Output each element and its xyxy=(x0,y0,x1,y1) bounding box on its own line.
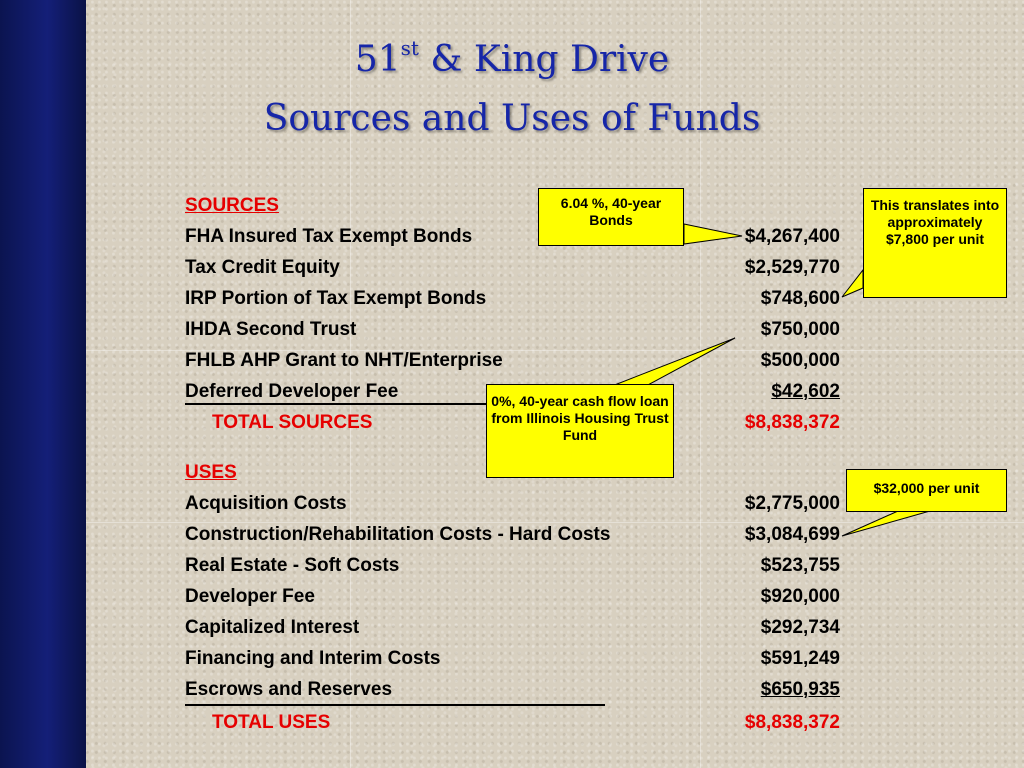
uses-row xyxy=(185,612,840,643)
uses-row xyxy=(185,550,840,581)
callout-ihtf-loan: 0%, 40-year cash flow loan from Illinois Housing Trust Fund xyxy=(486,384,674,478)
uses-row xyxy=(185,488,840,519)
use-value: $920,000 xyxy=(760,586,840,607)
use-label: Acquisition Costs xyxy=(185,493,347,514)
source-label: Tax Credit Equity xyxy=(185,257,340,278)
use-value: $591,249 xyxy=(760,648,840,669)
slide-title-line1: 51st & King Drive xyxy=(354,36,670,80)
slide-title-line2: Sources and Uses of Funds xyxy=(263,98,761,139)
uses-total-row xyxy=(185,707,840,738)
use-value: $3,084,699 xyxy=(744,524,840,545)
uses-total-value: $8,838,372 xyxy=(744,712,840,733)
source-value: $500,000 xyxy=(760,350,840,371)
source-label: FHLB AHP Grant to NHT/Enterprise xyxy=(185,350,503,371)
sources-heading: SOURCES xyxy=(185,195,279,216)
use-label: Developer Fee xyxy=(185,586,315,607)
use-value: $2,775,000 xyxy=(744,493,840,514)
use-label: Real Estate - Soft Costs xyxy=(185,555,400,576)
sources-row xyxy=(185,252,840,283)
uses-row xyxy=(185,674,840,705)
left-accent-bar xyxy=(0,0,86,768)
sources-row xyxy=(185,345,840,376)
source-value: $748,600 xyxy=(760,288,840,309)
sources-row xyxy=(185,314,840,345)
sources-total-label: TOTAL SOURCES xyxy=(212,412,373,433)
use-value: $650,935 xyxy=(760,679,840,700)
source-value: $2,529,770 xyxy=(744,257,840,278)
callout-pointer xyxy=(842,511,930,536)
uses-heading: USES xyxy=(185,462,237,483)
uses-total-label: TOTAL USES xyxy=(212,712,331,733)
sources-total-value: $8,838,372 xyxy=(744,412,840,433)
source-value: $4,267,400 xyxy=(744,226,840,247)
uses-row xyxy=(185,581,840,612)
sources-heading-row xyxy=(185,190,840,221)
source-label: Deferred Developer Fee xyxy=(185,381,399,402)
uses-row xyxy=(185,643,840,674)
uses-row xyxy=(185,519,840,550)
source-value: $750,000 xyxy=(760,319,840,340)
callout-pointer xyxy=(842,270,863,297)
callout-bonds: 6.04 %, 40-year Bonds xyxy=(538,188,684,246)
use-value: $292,734 xyxy=(760,617,840,638)
use-value: $523,755 xyxy=(760,555,840,576)
sources-row xyxy=(185,221,840,252)
callout-per-unit-7800: This translates into approximately $7,800 per unit xyxy=(863,188,1007,298)
source-label: IHDA Second Trust xyxy=(185,319,357,340)
uses-underline xyxy=(185,704,605,706)
source-label: IRP Portion of Tax Exempt Bonds xyxy=(185,288,487,309)
use-label: Escrows and Reserves xyxy=(185,679,393,700)
use-label: Capitalized Interest xyxy=(185,617,360,638)
sources-row xyxy=(185,283,840,314)
callout-per-unit-32000: $32,000 per unit xyxy=(846,469,1007,512)
use-label: Construction/Rehabilitation Costs - Hard Costs xyxy=(185,524,611,545)
source-label: FHA Insured Tax Exempt Bonds xyxy=(185,226,473,247)
use-label: Financing and Interim Costs xyxy=(185,648,441,669)
source-value: $42,602 xyxy=(771,381,840,402)
